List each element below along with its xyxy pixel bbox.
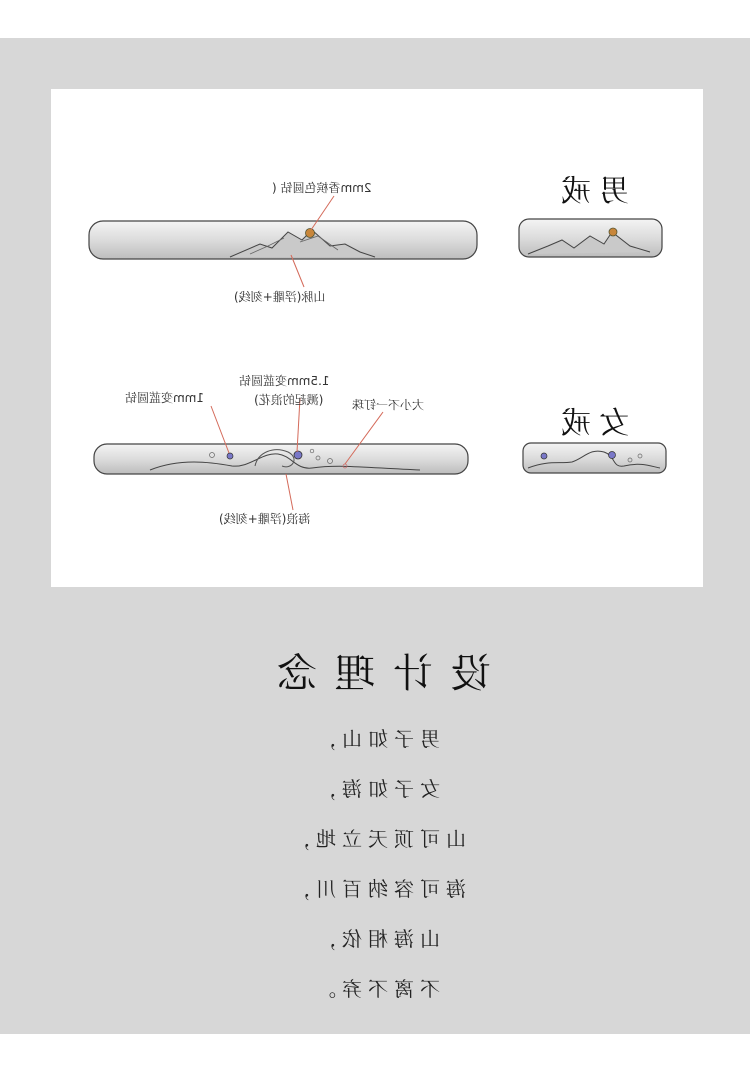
female-stone-small-label: 1mm变蓝圆钻 — [125, 391, 205, 405]
male-stone-label: 2mm香槟色圆钻 ( — [272, 181, 372, 195]
male-ring-side-view — [89, 221, 477, 259]
female-ring-front-view — [523, 443, 666, 473]
female-engraving-label: 海浪(浮雕+刻线) — [219, 512, 311, 526]
concept-heading: 设计理念 — [259, 651, 491, 697]
female-stone-large-label-line2: (溅起的浪花) — [254, 393, 324, 407]
male-ring-front-view — [519, 219, 662, 257]
poem-line: 山可顶天立地， — [284, 827, 466, 851]
poem-line: 山海相依， — [310, 927, 440, 951]
female-ring-title: 女戒 — [553, 406, 629, 441]
poem-line: 不离不弃。 — [310, 977, 440, 1001]
poem-line: 女子如海， — [310, 777, 440, 801]
concept-poem — [0, 722, 750, 1022]
male-ring-title: 男戒 — [553, 174, 629, 209]
champagne-stone — [306, 229, 315, 238]
male-engraving-label: 山脉(浮雕+刻线) — [234, 290, 326, 304]
poem-line: 海可容纳百川， — [284, 877, 466, 901]
blue-stone-large — [294, 451, 302, 459]
female-ring-side-view — [94, 444, 468, 474]
female-stone-large-label-line1: 1.5mm变蓝圆钻 — [239, 374, 330, 388]
poem-line: 男子如山， — [310, 727, 440, 751]
female-beads-label: 大小不一钉珠 — [352, 398, 425, 412]
blue-stone-small — [227, 453, 233, 459]
